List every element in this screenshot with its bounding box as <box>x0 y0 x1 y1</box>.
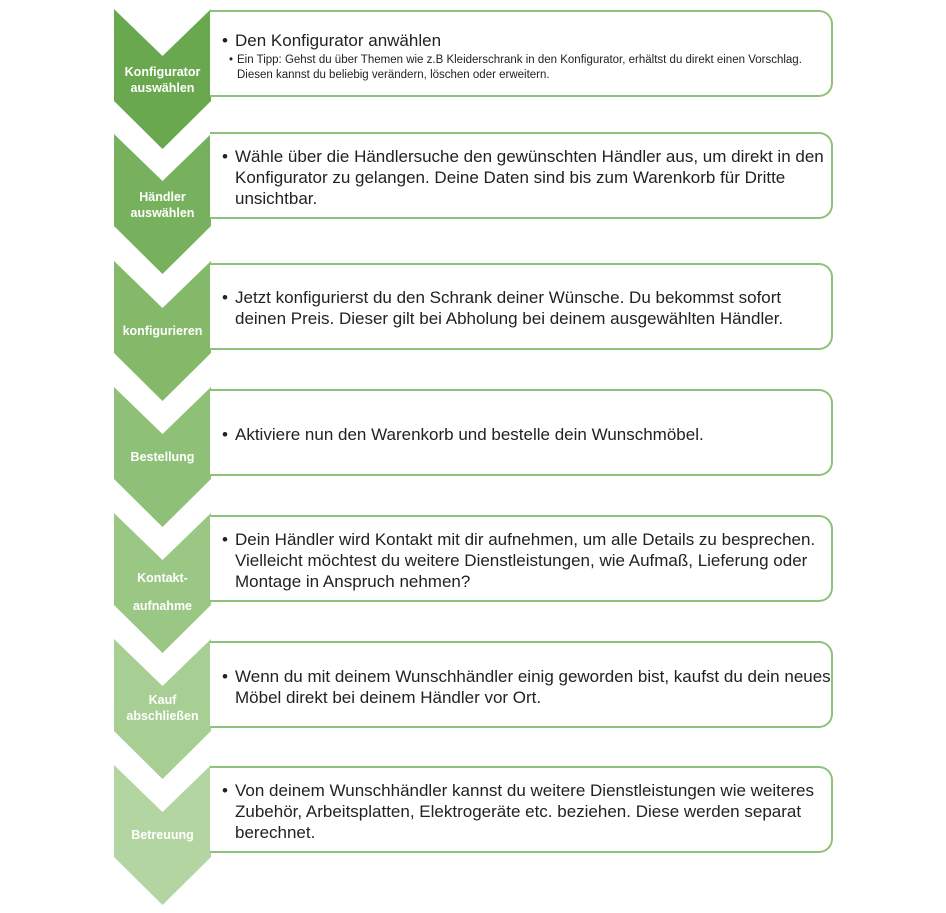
step-6-label <box>114 692 211 724</box>
step-2-description-box <box>210 132 833 219</box>
step-6-main-text: • Wenn du mit deinem Wunschhändler einig geworden bist, kaufst du dein neues Möbel direkt bei deinem Händler vor Ort. <box>210 666 831 708</box>
step-4-label <box>114 449 211 465</box>
step-1-description-box <box>210 10 833 97</box>
step-1-label <box>114 64 211 96</box>
step-7-description-box <box>210 766 833 853</box>
step-2-chevron <box>114 134 211 274</box>
step-6-description-box <box>210 641 833 728</box>
step-5-label-line-2: aufnahme <box>132 599 193 613</box>
step-5-label <box>114 564 211 620</box>
step-4-label-line-1: Bestellung <box>130 450 195 464</box>
step-4-main-text: • Aktiviere nun den Warenkorb und bestelle dein Wunschmöbel. <box>210 424 831 445</box>
step-1-chevron <box>114 9 211 149</box>
step-7-main-text: • Von deinem Wunschhändler kannst du weitere Dienstleistungen wie weiteres Zubehör, Arbeitsplatten, Elektrogeräte etc. beziehen. Diese werden separat berechnet. <box>210 780 831 843</box>
step-5-main-text: • Dein Händler wird Kontakt mit dir aufnehmen, um alle Details zu besprechen. Vielleicht möchtest du weitere Dienstleistungen, wie Aufmaß, Lieferung oder Montage in Anspruch nehmen? <box>210 529 831 592</box>
step-3-label-line-1: konfigurieren <box>122 324 203 338</box>
step-2-main-text: • Wähle über die Händlersuche den gewünschten Händler aus, um direkt in den Konfigurator zu gelangen. Deine Daten sind bis zum Warenkorb für Dritte unsichtbar. <box>210 146 831 209</box>
step-4-chevron <box>114 387 211 527</box>
step-1-label-line-1: Konfigurator <box>124 65 201 79</box>
step-6-label-line-2: abschließen <box>126 709 199 723</box>
step-7-label <box>114 827 211 843</box>
step-2-label-line-2: auswählen <box>130 206 195 220</box>
step-5-label-line-1: Kontakt- <box>137 571 188 585</box>
step-4-description-box <box>210 389 833 476</box>
step-3-description-box <box>210 263 833 350</box>
step-3-label <box>114 323 211 339</box>
step-3-main-text: • Jetzt konfigurierst du den Schrank deiner Wünsche. Du bekommst sofort deinen Preis. Dieser gilt bei Abholung bei deinem ausgewählten Händler. <box>210 287 831 329</box>
step-6-chevron <box>114 639 211 779</box>
step-7-chevron <box>114 765 211 905</box>
step-5-description-box <box>210 515 833 602</box>
step-1-main-text: • Den Konfigurator anwählen <box>210 30 831 51</box>
step-2-label <box>114 189 211 221</box>
step-1-tip-text: • Ein Tipp: Gehst du über Themen wie z.B Kleiderschrank in den Konfigurator, erhältst du direkt einen Vorschlag. Diesen kannst du beliebig verändern, löschen oder erweitern. <box>210 53 831 83</box>
step-2-label-line-1: Händler <box>139 190 186 204</box>
step-6-label-line-1: Kauf <box>148 693 177 707</box>
step-1-label-line-2: auswählen <box>130 81 195 95</box>
step-3-chevron <box>114 261 211 401</box>
step-7-label-line-1: Betreuung <box>131 828 194 842</box>
step-5-chevron <box>114 513 211 653</box>
